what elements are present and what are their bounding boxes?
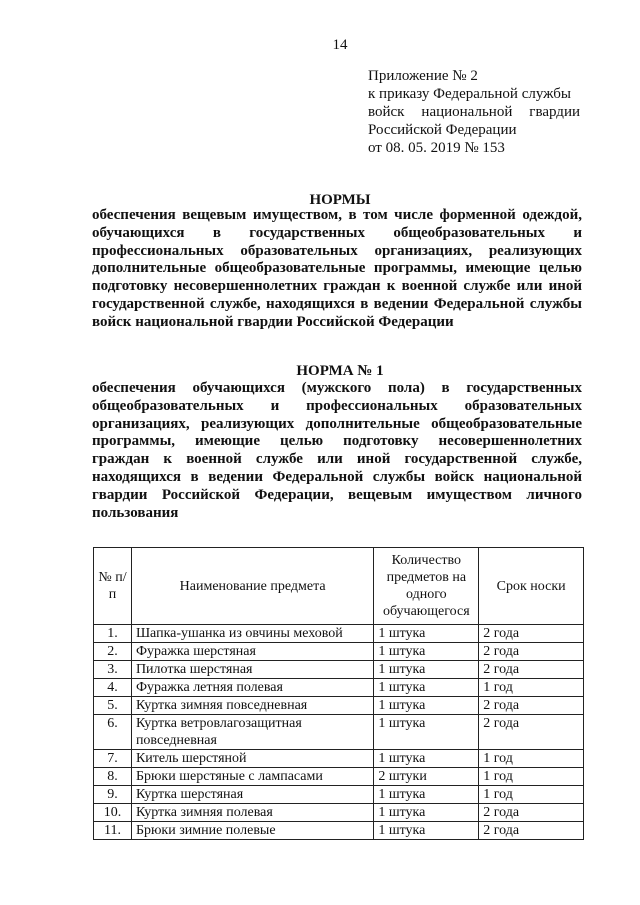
norm1-line: обеспечения обучающихся (мужского пола) в государственных xyxy=(92,380,582,396)
cell-term: 2 года xyxy=(479,697,584,715)
norm1-line: гвардии Российской Федерации, вещевым имуществом личного xyxy=(92,486,582,503)
cell-name: Куртка шерстяная xyxy=(131,786,373,804)
table-row xyxy=(94,768,584,786)
table-header-row xyxy=(94,548,584,625)
cell-name: Куртка ветровлагозащитная повседневная xyxy=(131,715,373,750)
norms-line: обеспечения вещевым имуществом, в том числе форменной одеждой, xyxy=(92,207,582,223)
table-row xyxy=(94,625,584,643)
table-row xyxy=(94,697,584,715)
cell-num: 4. xyxy=(94,679,132,697)
norm1-line: граждан к военной службе или иной государственной службе, xyxy=(92,451,582,468)
cell-num: 1. xyxy=(94,625,132,643)
norm1-line: общеобразовательных и профессиональных образовательных xyxy=(92,397,582,414)
cell-qty: 1 штука xyxy=(374,715,479,750)
table-row xyxy=(94,679,584,697)
appendix-block xyxy=(368,67,580,157)
norms-line: дополнительные общеобразовательные программы, имеющие целью xyxy=(92,260,582,277)
header-term: Срок носки xyxy=(479,548,584,625)
norms-line: государственной службе, находящихся в ведении Федеральной службы xyxy=(92,295,582,312)
cell-term: 1 год xyxy=(479,679,584,697)
header-qty: Количество предметов на одного обучающегося xyxy=(374,548,479,625)
cell-qty: 1 штука xyxy=(374,804,479,822)
cell-term: 2 года xyxy=(479,804,584,822)
norms-title: НОРМЫ xyxy=(309,192,371,208)
norm-table xyxy=(93,547,584,840)
cell-num: 3. xyxy=(94,661,132,679)
norms-description xyxy=(92,207,582,332)
cell-term: 2 года xyxy=(479,661,584,679)
cell-qty: 1 штука xyxy=(374,822,479,840)
norm1-line: организациях, реализующих дополнительные общеобразовательные xyxy=(92,415,582,432)
cell-term: 2 года xyxy=(479,643,584,661)
cell-term: 1 год xyxy=(479,786,584,804)
table-row xyxy=(94,750,584,768)
cell-name: Куртка зимняя повседневная xyxy=(131,697,373,715)
cell-term: 2 года xyxy=(479,625,584,643)
cell-name: Брюки шерстяные с лампасами xyxy=(131,768,373,786)
cell-num: 7. xyxy=(94,750,132,768)
cell-qty: 2 штуки xyxy=(374,768,479,786)
cell-qty: 1 штука xyxy=(374,679,479,697)
appendix-line: войск национальной гвардии xyxy=(368,104,580,120)
appendix-line: от 08. 05. 2019 № 153 xyxy=(368,140,505,156)
cell-num: 9. xyxy=(94,786,132,804)
header-name: Наименование предмета xyxy=(131,548,373,625)
table-row xyxy=(94,804,584,822)
cell-num: 6. xyxy=(94,715,132,750)
cell-num: 10. xyxy=(94,804,132,822)
table-row xyxy=(94,661,584,679)
cell-name: Китель шерстяной xyxy=(131,750,373,768)
norms-line: подготовку несовершеннолетних граждан к военной службе или иной xyxy=(92,278,582,295)
cell-qty: 1 штука xyxy=(374,786,479,804)
appendix-line: Российской Федерации xyxy=(368,122,517,138)
table-row xyxy=(94,822,584,840)
cell-name: Фуражка летняя полевая xyxy=(131,679,373,697)
cell-term: 1 год xyxy=(479,768,584,786)
cell-qty: 1 штука xyxy=(374,661,479,679)
cell-term: 2 года xyxy=(479,715,584,750)
table-row xyxy=(94,786,584,804)
cell-name: Куртка зимняя полевая xyxy=(131,804,373,822)
cell-qty: 1 штука xyxy=(374,697,479,715)
cell-qty: 1 штука xyxy=(374,625,479,643)
norm1-title: НОРМА № 1 xyxy=(296,363,384,379)
header-num: № п/п xyxy=(94,548,132,625)
norms-line: профессиональных образовательных организациях, реализующих xyxy=(92,242,582,259)
appendix-line: Приложение № 2 xyxy=(368,68,478,84)
cell-name: Шапка-ушанка из овчины меховой xyxy=(131,625,373,643)
cell-qty: 1 штука xyxy=(374,750,479,768)
cell-term: 1 год xyxy=(479,750,584,768)
cell-name: Пилотка шерстяная xyxy=(131,661,373,679)
cell-num: 2. xyxy=(94,643,132,661)
table-row xyxy=(94,643,584,661)
cell-num: 8. xyxy=(94,768,132,786)
norms-line: обучающихся в государственных общеобразовательных и xyxy=(92,224,582,241)
appendix-line: к приказу Федеральной службы xyxy=(368,86,572,102)
cell-qty: 1 штука xyxy=(374,643,479,661)
cell-name: Фуражка шерстяная xyxy=(131,643,373,661)
cell-name: Брюки зимние полевые xyxy=(131,822,373,840)
norms-line: войск национальной гвардии Российской Федерации xyxy=(92,313,454,330)
cell-term: 2 года xyxy=(479,822,584,840)
page-number: 14 xyxy=(332,37,348,53)
norm1-description xyxy=(92,380,582,522)
norm1-line: находящихся в ведении Федеральной службы войск национальной xyxy=(92,468,582,485)
table-row xyxy=(94,715,584,750)
norm1-line: программы, имеющие целью подготовку несовершеннолетних xyxy=(92,433,582,450)
cell-num: 5. xyxy=(94,697,132,715)
cell-num: 11. xyxy=(94,822,132,840)
norm1-line: пользования xyxy=(92,504,179,521)
